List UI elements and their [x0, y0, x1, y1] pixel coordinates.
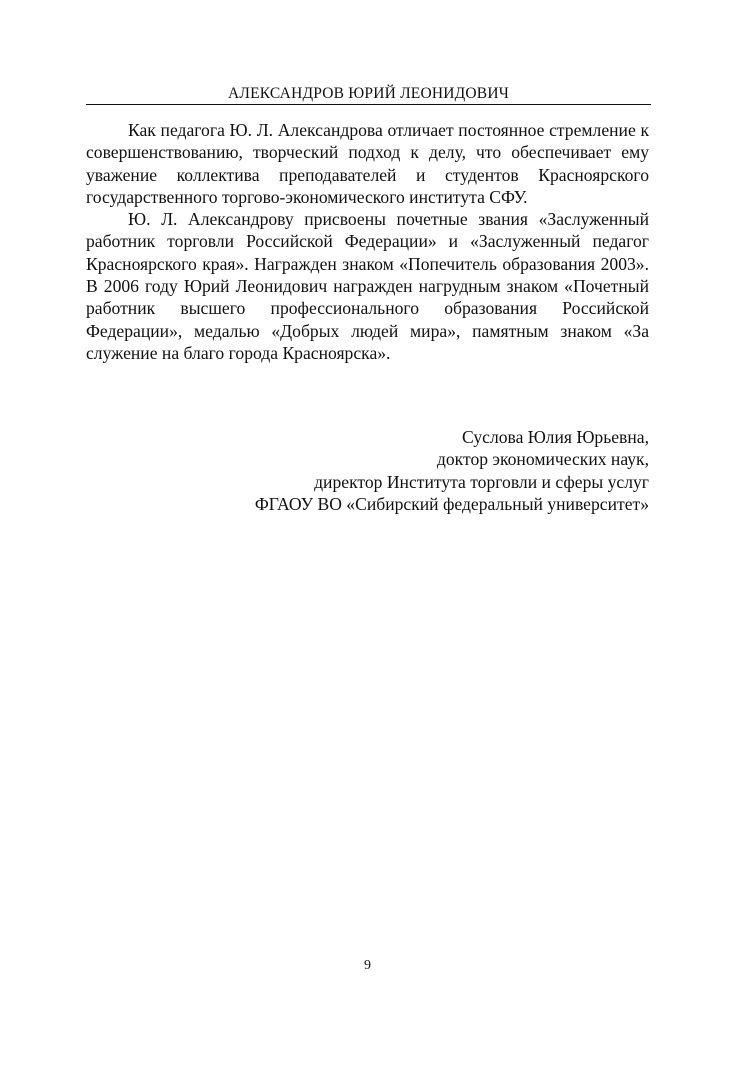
- author-name: Суслова Юлия Юрьевна,: [462, 427, 649, 447]
- paragraph-1: Как педагога Ю. Л. Александрова отличает постоянное стремление к совершенствованию, творческий подход к делу, что обеспечивает ему уважение коллектива преподавателей и студентов Красноярского государственного торгово-экономического института СФУ.: [86, 120, 649, 207]
- running-header: АЛЕКСАНДРОВ ЮРИЙ ЛЕОНИДОВИЧ: [227, 85, 510, 102]
- main-text: [86, 119, 649, 364]
- author-signature-block: [149, 426, 649, 515]
- page-number: 9: [364, 958, 371, 973]
- author-organization: ФГАОУ ВО «Сибирский федеральный университет»: [254, 493, 649, 514]
- paragraph-2: Ю. Л. Александрову присвоены почетные звания «Заслуженный работник торговли Российской Федерации» и «Заслуженный педагог Красноярского края». Награжден знаком «Попечитель образования 2003». В 2006 году Юрий Леонидович награжден нагрудным знаком «Почетный работник высшего профессионального образования Российской Федерации», медалью «Добрых людей мира», памятным знаком «За служение на благо города Красноярска».: [86, 209, 649, 363]
- author-degree: доктор экономических наук,: [436, 449, 649, 470]
- header-rule: [86, 104, 651, 105]
- author-position: директор Института торговли и сферы услуг: [314, 471, 649, 492]
